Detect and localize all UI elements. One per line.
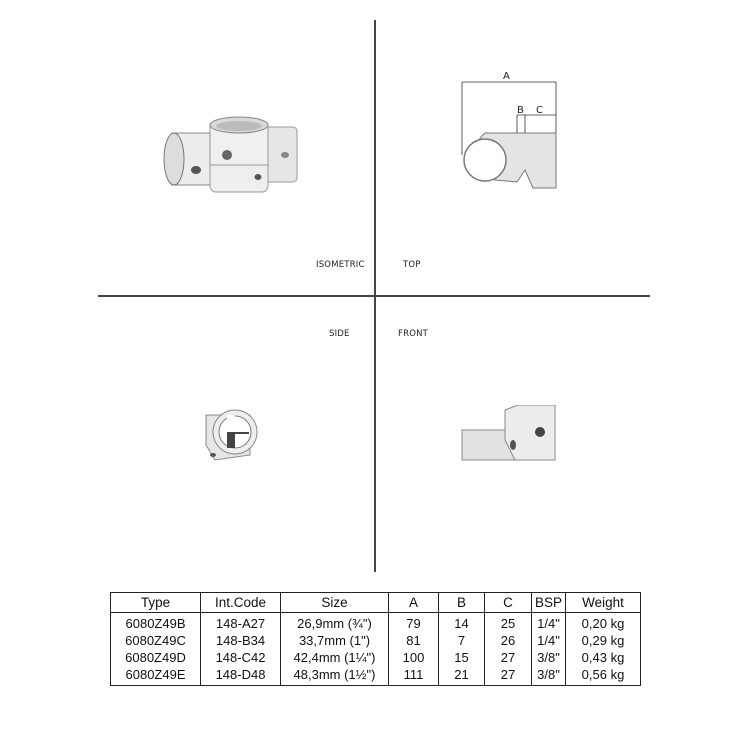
table-cell: 3/8" [532, 666, 566, 686]
view-label-front: FRONT [398, 329, 429, 339]
column-header: Weight [566, 593, 641, 613]
table-cell: 1/4" [532, 632, 566, 649]
table-cell: 100 [389, 649, 439, 666]
column-header: Type [111, 593, 201, 613]
table-cell: 6080Z49C [111, 632, 201, 649]
table-cell: 27 [485, 666, 532, 686]
table-header-row [111, 593, 641, 613]
table-cell: 0,43 kg [566, 649, 641, 666]
table-cell: 6080Z49E [111, 666, 201, 686]
table-cell: 27 [485, 649, 532, 666]
table-cell: 33,7mm (1") [281, 632, 389, 649]
table-cell: 0,20 kg [566, 613, 641, 633]
table-cell: 148-D48 [201, 666, 281, 686]
table-cell: 42,4mm (1¼") [281, 649, 389, 666]
side-view-drawing [200, 400, 260, 465]
table-row [111, 632, 641, 649]
table-cell: 148-A27 [201, 613, 281, 633]
table-cell: 81 [389, 632, 439, 649]
horizontal-divider [98, 295, 650, 297]
table-cell: 21 [439, 666, 485, 686]
table-cell: 148-C42 [201, 649, 281, 666]
view-label-top: TOP [403, 260, 421, 270]
column-header: C [485, 593, 532, 613]
column-header: Int.Code [201, 593, 281, 613]
table-cell: 0,29 kg [566, 632, 641, 649]
table-row [111, 613, 641, 633]
dimension-label-b: B [517, 105, 525, 116]
column-header: B [439, 593, 485, 613]
dimension-label-a: A [503, 71, 511, 82]
table-row [111, 666, 641, 686]
column-header: A [389, 593, 439, 613]
table-cell: 3/8" [532, 649, 566, 666]
column-header: Size [281, 593, 389, 613]
table-cell: 7 [439, 632, 485, 649]
specifications-table [110, 592, 641, 686]
table-cell: 15 [439, 649, 485, 666]
isometric-view-drawing [160, 115, 310, 195]
front-view-drawing [460, 405, 560, 465]
table-cell: 48,3mm (1½") [281, 666, 389, 686]
table-cell: 111 [389, 666, 439, 686]
view-label-isometric: ISOMETRIC [316, 260, 365, 270]
top-view-drawing [455, 70, 565, 205]
table-cell: 0,56 kg [566, 666, 641, 686]
dimension-label-c: C [536, 105, 544, 116]
table-cell: 6080Z49D [111, 649, 201, 666]
table-cell: 148-B34 [201, 632, 281, 649]
table-cell: 14 [439, 613, 485, 633]
column-header: BSP [532, 593, 566, 613]
table-row [111, 649, 641, 666]
table-cell: 79 [389, 613, 439, 633]
table-cell: 25 [485, 613, 532, 633]
table-cell: 6080Z49B [111, 613, 201, 633]
view-label-side: SIDE [329, 329, 350, 339]
table-cell: 26,9mm (¾") [281, 613, 389, 633]
table-cell: 1/4" [532, 613, 566, 633]
table-cell: 26 [485, 632, 532, 649]
